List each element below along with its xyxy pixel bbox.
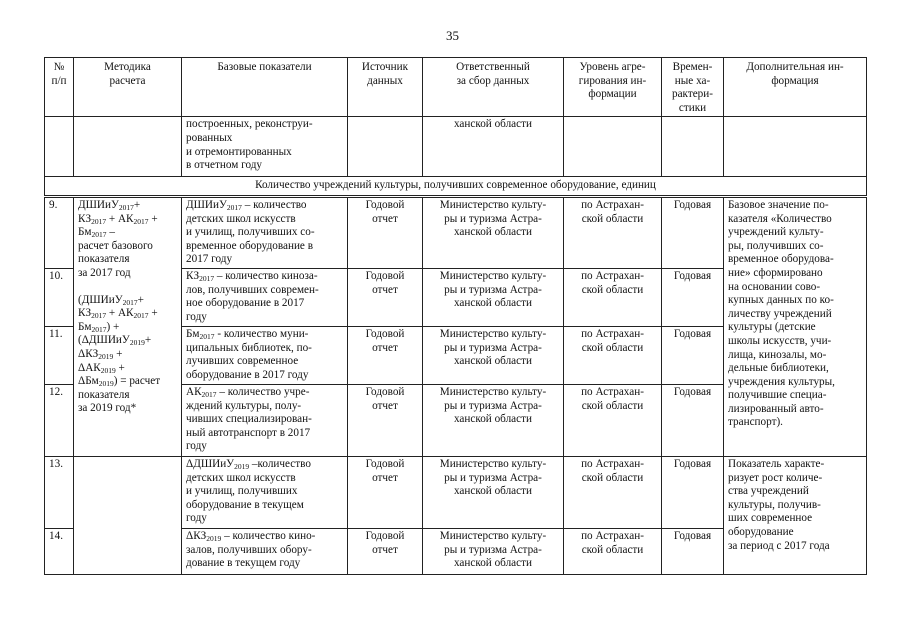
row-num: 10. [45, 268, 74, 326]
method-line: $Бм_{2017}$) + [78, 320, 120, 334]
header-row [45, 58, 867, 117]
row-source: Годовой отчет [348, 196, 423, 268]
continuation-responsible: ханской области [423, 117, 564, 177]
row-num: 14. [45, 528, 74, 574]
header-num: № п/п [45, 58, 74, 117]
row-level: по Астрахан- ской области [564, 456, 662, 528]
table-row [45, 456, 867, 528]
header-base: Базовые показатели [182, 58, 348, 117]
row-time: Годовая [662, 268, 724, 326]
row-responsible: Министерство культу- ры и туризма Астра- ханской области [423, 268, 564, 326]
header-responsible: Ответственный за сбор данных [423, 58, 564, 117]
header-extra: Дополнительная ин- формация [724, 58, 867, 117]
row-source: Годовой отчет [348, 384, 423, 456]
row-level: по Астрахан- ской области [564, 326, 662, 384]
row-num: 13. [45, 456, 74, 528]
method-line: расчет базового [78, 239, 153, 252]
row-source: Годовой отчет [348, 456, 423, 528]
row-time: Годовая [662, 384, 724, 456]
continuation-row [45, 117, 867, 177]
extra-info-bottom: Показатель характе- ризует рост количе- ства учреждений культуры, получив- ших современное оборудование за период с 2017 года [724, 456, 867, 574]
extra-info-top: Базовое значение по- казателя «Количество учреждений культу- ры, получивших со- временное оборудова- ние» сформировано на основании сово- купных данных по ко- личеству учреждений культуры (детские школы искусств, учи- лища, кинозалы, мо- дельные библиотеки, учреждения культуры, получившие специа- лизированный авто- транспорт). [724, 196, 867, 456]
row-responsible: Министерство культу- ры и туризма Астра- ханской области [423, 196, 564, 268]
row-base: ΔДШИиУ$_{2019}$ –количество детских школ искусств и училищ, получивших оборудование в текущем году [182, 456, 348, 528]
method-line: $\Delta КЗ_{2019}$ + [78, 347, 123, 361]
section-row [45, 177, 867, 197]
table-row [45, 196, 867, 268]
method-line: $КЗ_{2017} + АК_{2017}$ + [78, 307, 158, 321]
method-line: за 2019 год* [78, 402, 137, 415]
row-base: $Бм_{2017}$ - количество муни- ципальных библиотек, по- лучивших современное оборудование в 2017 году [182, 326, 348, 384]
row-num: 9. [45, 196, 74, 268]
method-line: показателя [78, 388, 130, 401]
row-level: по Астрахан- ской области [564, 268, 662, 326]
indicator-table [44, 57, 867, 575]
row-responsible: Министерство культу- ры и туризма Астра- ханской области [423, 326, 564, 384]
row-time: Годовая [662, 456, 724, 528]
row-base: $КЗ_{2017}$ – количество кинoза- лов, получивших современ- ное оборудование в 2017 году [182, 268, 348, 326]
continuation-base: построенных, реконструи- рованных и отремонтированных в отчетном году [182, 117, 348, 177]
row-source: Годовой отчет [348, 326, 423, 384]
row-time: Годовая [662, 196, 724, 268]
row-base: $\Delta КЗ_{2019}$ – количество кино- залов, получивших обору- дование в текущем году [182, 528, 348, 574]
method-line: за 2017 год [78, 266, 131, 279]
page-number: 35 [446, 28, 459, 43]
row-time: Годовая [662, 326, 724, 384]
method-cell-continued [74, 456, 182, 574]
row-num: 12. [45, 384, 74, 456]
row-level: по Астрахан- ской области [564, 196, 662, 268]
method-line: $КЗ_{2017} + АК_{2017}$ + [78, 212, 158, 226]
method-line: $Бм_{2017}$ – [78, 226, 115, 240]
header-source: Источник данных [348, 58, 423, 117]
header-level: Уровень агре- гирования ин- формации [564, 58, 662, 117]
header-method: Методика расчета [74, 58, 182, 117]
row-level: по Астрахан- ской области [564, 528, 662, 574]
row-base: ДШИиУ$_{2017}$ – количество детских школ искусств и училищ, получивших со- временное оборудование в 2017 году [182, 196, 348, 268]
method-line: $\Delta АК_{2019}$ + [78, 361, 125, 375]
row-level: по Астрахан- ской области [564, 384, 662, 456]
row-responsible: Министерство культу- ры и туризма Астра- ханской области [423, 384, 564, 456]
row-source: Годовой отчет [348, 528, 423, 574]
method-line: ΔБм$_{2019}$) = расчет [78, 375, 161, 389]
method-line: ДШИиУ$_{2017}$+ [78, 198, 141, 212]
method-line: показателя [78, 253, 130, 266]
method-line: (ДШИиУ$_{2017}$+ [78, 293, 144, 307]
row-base: $АК_{2017}$ – количество учре- ждений культуры, полу- чивших специализирован- ный автотранспорт в 2017 году [182, 384, 348, 456]
row-responsible: Министерство культу- ры и туризма Астра- ханской области [423, 528, 564, 574]
row-responsible: Министерство культу- ры и туризма Астра- ханской области [423, 456, 564, 528]
row-source: Годовой отчет [348, 268, 423, 326]
method-cell [74, 196, 182, 456]
method-line: (ΔДШИиУ$_{2019}$+ [78, 334, 152, 348]
row-time: Годовая [662, 528, 724, 574]
section-title: Количество учреждений культуры, получивших современное оборудование, единиц [45, 177, 867, 197]
row-num: 11. [45, 326, 74, 384]
header-time: Времен- ные ха- рактери- стики [662, 58, 724, 117]
